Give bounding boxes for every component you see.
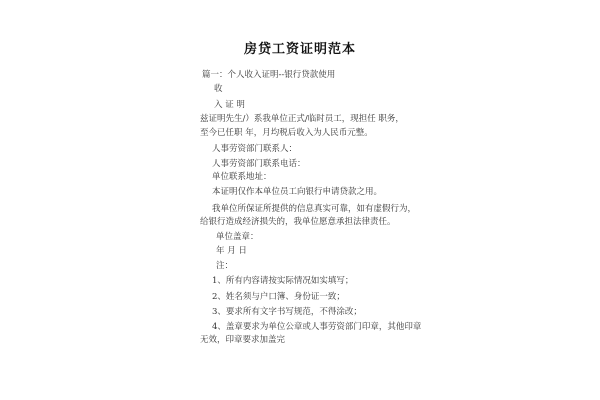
note-item: 1、所有内容请按实际情况如实填写； (212, 276, 354, 286)
note-item: 2、姓名须与户口簿、身份证一致； (212, 292, 345, 302)
note-item: 无效，印章要求加盖完 (200, 335, 286, 345)
body-line: 人事劳资部门联系电话： (212, 159, 306, 169)
heading-char: 收 (214, 84, 223, 94)
body-line: 兹证明先生/）系我单位正式/临时员工，现担任 职务， (200, 114, 404, 124)
body-line: 给银行造成经济损失的，我单位愿意承担法律责任。 (200, 217, 396, 227)
note-item: 4、盖章要求为单位公章或人事劳资部门印章，其他印章 (212, 322, 422, 332)
section-heading: 篇一：个人收入证明--银行贷款使用 (202, 70, 336, 80)
stamp-label: 单位盖章： (216, 232, 259, 242)
body-line: 本证明仅作本单位员工向银行申请贷款之用。 (212, 187, 383, 197)
body-line: 人事劳资部门联系人： (212, 144, 298, 154)
heading-text: 入 证 明 (214, 100, 245, 110)
body-line: 单位联系地址： (212, 172, 272, 182)
note-item: 3、要求所有文字书写规范，不得涂改； (212, 307, 362, 317)
notes-heading: 注： (216, 261, 234, 271)
document-title: 房贷工资证明范本 (243, 42, 356, 57)
date-line: 年 月 日 (216, 246, 247, 256)
body-line: 我单位所保证所提供的信息真实可靠，如有虚假行为， (212, 204, 417, 214)
body-line: 至今已任职 年，月均税后收入为人民币元整。 (200, 128, 373, 138)
